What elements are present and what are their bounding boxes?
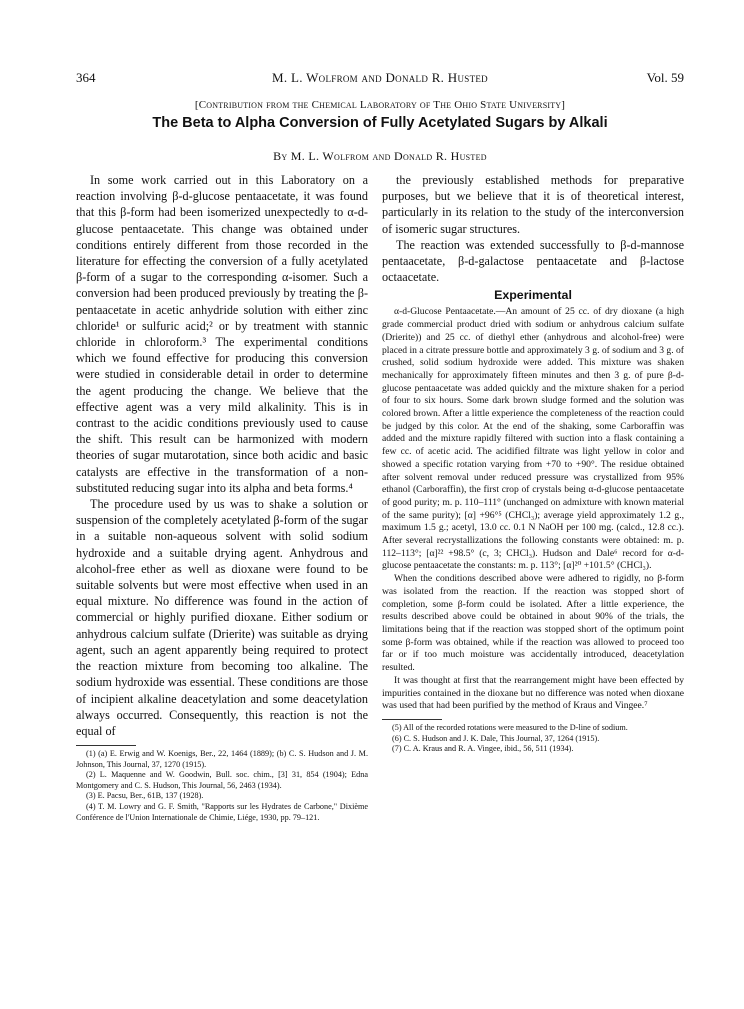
body-paragraph: The procedure used by us was to shake a solution or suspension of the completely acetylated β-form of the sugar in a suitable non-aqueous solvent with solid sodium hydroxide and a suitable drying agent. Anhydrous and alcohol-free ether as well as dioxane were found to be suitable solvents but were most effective when used in an equal mixture. No difference was found in the action of commercial or highly purified dioxane. Either sodium or anhydrous calcium sulfate (Drierite) was suitable as drying agent, such an agent apparently being required to protect the reaction mixture from becoming too alkaline. The sodium hydroxide was essential. These conditions are those of incipient alkaline deacetylation and some deacetylation always occurred. Consequently, this reaction is not the equal of <box>76 497 368 738</box>
running-header <box>76 70 684 88</box>
running-header-authors: M. L. Wolfrom and Donald R. Husted <box>272 70 488 85</box>
experimental-paragraph: It was thought at first that the rearrangement might have been effected by impurities contained in the dioxane but no difference was noted when dioxane was used that had been purified by the method of Kraus and Vingee.⁷ <box>382 674 684 712</box>
footnote: (4) T. M. Lowry and G. F. Smith, "Rapports sur les Hydrates de Carbone," Dixième Conférence de l'Union Internationale de Chimie, Liége, 1930, pp. 79–121. <box>76 802 368 822</box>
footnote: (2) L. Maquenne and W. Goodwin, Bull. soc. chim., [3] 31, 854 (1904); Edna Montgomery and C. S. Hudson, This Journal, 56, 2463 (1934). <box>76 770 368 790</box>
footnote: (5) All of the recorded rotations were measured to the D-line of sodium. <box>392 722 628 732</box>
contribution-note: [Contribution from the Chemical Laboratory of The Ohio State University] <box>194 99 566 111</box>
body-paragraph: the previously established methods for preparative purposes, but we believe that it is of theoretical interest, particularly in its relation to the study of the interconversion of isomeric sugar structures. <box>382 173 684 236</box>
body-paragraph: The reaction was extended successfully to β-d-mannose pentaacetate, β-d-galactose pentaacetate and β-lactose octaacetate. <box>382 237 684 285</box>
section-heading-experimental: Experimental <box>494 288 572 303</box>
footnote: (3) E. Pacsu, Ber., 61B, 137 (1928). <box>86 791 204 801</box>
footnote: (1) (a) E. Erwig and W. Koenigs, Ber., 22, 1464 (1889); (b) C. S. Hudson and J. M. Johnson, This Journal, 37, 1270 (1915). <box>76 749 368 769</box>
article-title: The Beta to Alpha Conversion of Fully Acetylated Sugars by Alkali <box>152 115 608 131</box>
experimental-paragraph: α-d-Glucose Pentaacetate.—An amount of 25 cc. of dry dioxane (a high grade commercial product dried with sodium or anhydrous calcium sulfate (Drierite)) and 25 cc. of diethyl ether (anhydrous and alcohol-free) were placed in a citrate pressure bottle and approximately 3 g. of sodium and 3 g. of crushed, solid sodium hydroxide were added. This mixture was shaken mechanically for approximately fifteen minutes and then 3 g. of pure β-d-glucose pentaacetate was added quickly and the mixture shaken for a period of four to six hours. Some dark brown sludge formed and the solution was colored brown. After a little experience the completeness of the reaction could be judged by this color. At the end of the shaking, some Carboraffin was added and the mixture rapidly filtered with suction into a flask containing a few cc. of acetic acid. The acidified filtrate was light yellow in color and showed a specific rotation varying from +70 to +90°. The residue obtained after solvent removal under reduced pressure was crystallized from 95% ethanol (Carboraffin), the first crop of crystals being α-d-glucose pentaacetate of good purity; m. p. 110–111° (unchanged on admixture with known material of the same purity); [α] +96°⁵ (CHCl₃); average yield approximately 1.2 g., maximum 1.5 g.; acetyl, 13.0 cc. 0.1 N NaOH per 100 mg. (calcd., 12.8 cc.). After several recrystallizations the following constants were obtained: m. p. 112–113°; [α]²² +98.5° (c, 3; CHCl₃). Hudson and Dale⁶ record for α-d-glucose pentaacetate the constants: m. p. 113°; [α]²⁰ +101.5° (CHCl₃). <box>382 306 684 572</box>
body-paragraph: In some work carried out in this Laboratory on a reaction involving β-d-glucose pentaacetate, it was found that this β-form had been isomerized unexpectedly to α-d-glucose pentaacetate. This change was obtained under conditions entirely different from those recorded in the literature for effecting the conversion of a fully acetylated β-form of a sugar to the corresponding α-isomer. Such a conversion had been produced previously by treating the β-pentaacetate in acetic anhydride solution with either zinc chloride¹ or sulfuric acid;² or by treatment with stannic chloride in chloroform.³ The experimental conditions which we found effective for producing this conversion were studied in considerable detail in order to determine the agent producing the change. We believe that the effective agent was a very mild alkalinity. This is in contrast to the acidic conditions previously used to cause the shift. This result can be harmonized with modern theories of sugar mutarotation, since both acidic and basic catalysts are effective in the transformation of a non-substituted reducing sugar into its alpha and beta forms.⁴ <box>76 173 368 495</box>
footnotes-right <box>382 719 684 755</box>
left-column <box>76 172 368 823</box>
page-number: 364 <box>76 70 96 85</box>
byline: By M. L. Wolfrom and Donald R. Husted <box>273 149 487 163</box>
right-column <box>382 172 684 755</box>
footnote-rule <box>382 719 442 720</box>
footnote-rule <box>76 745 136 746</box>
footnote: (6) C. S. Hudson and J. K. Dale, This Journal, 37, 1264 (1915). <box>392 733 600 743</box>
footnotes-left <box>76 745 368 823</box>
footnote: (7) C. A. Kraus and R. A. Vingee, ibid., 56, 511 (1934). <box>392 744 574 754</box>
volume-label: Vol. 59 <box>646 70 684 85</box>
experimental-paragraph: When the conditions described above were adhered to rigidly, no β-form was isolated from the reaction. If the reaction was stopped short of completion, some β-form could be isolated. After a little experience, the results described above could be obtained in about 90% of the trials, the limitations being that if the reaction was stopped short of the optimum point some β-form was obtained, while if the reaction was allowed to proceed too far or if too much moisture was accidentally introduced, deacetylation resulted. <box>382 573 684 674</box>
